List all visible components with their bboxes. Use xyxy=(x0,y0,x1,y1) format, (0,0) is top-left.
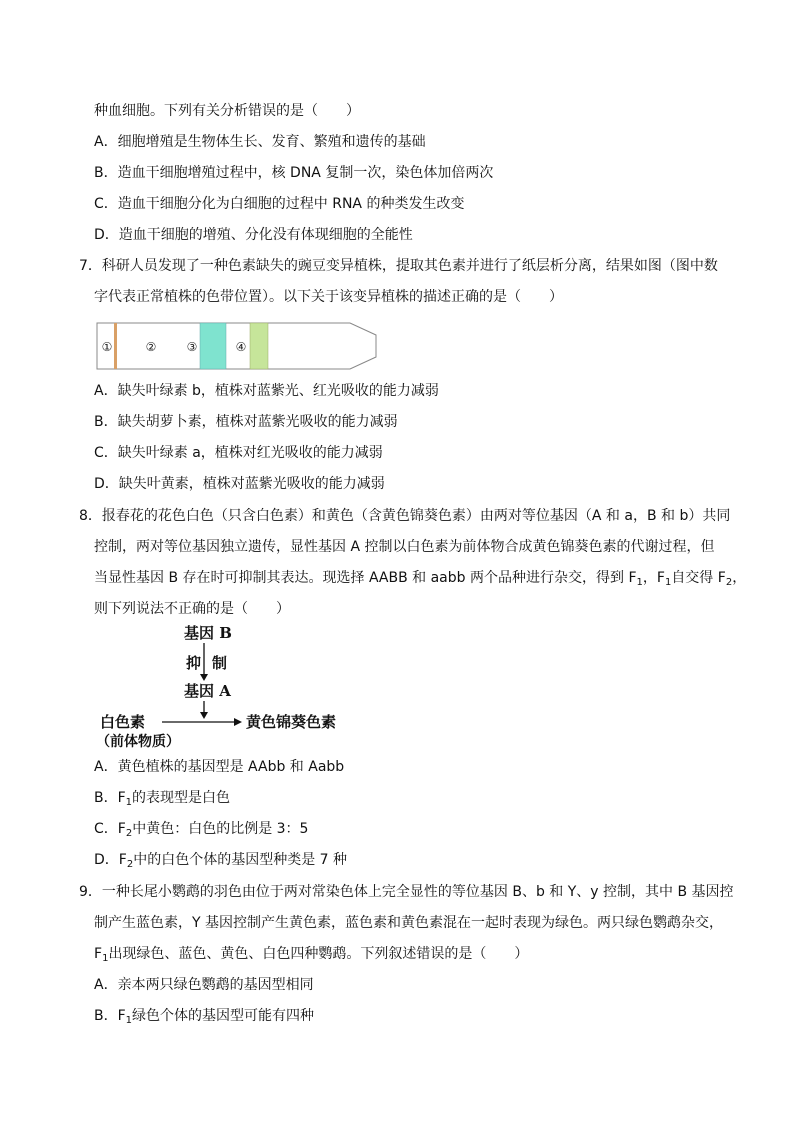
band-label-3: ③ xyxy=(186,340,198,354)
q6-option-c: C．造血干细胞分化为白细胞的过程中 RNA 的种类发生改变 xyxy=(94,196,465,212)
pathway-arrows xyxy=(96,622,356,750)
q9-stem-line1: 9．一种长尾小鹦鹉的羽色由位于两对常染色体上完全显性的等位基因 B、b 和 Y、y 控制，其中 B 基因控 xyxy=(79,884,734,900)
band-label-4: ④ xyxy=(235,340,247,354)
q6-option-d: D．造血干细胞的增殖、分化没有体现细胞的全能性 xyxy=(94,227,413,243)
metabolic-pathway-diagram xyxy=(96,622,356,750)
q9-option-b: B．$F_1$绿色个体的基因型可能有四种 xyxy=(94,1008,315,1026)
q6-option-a: A．细胞增殖是生物体生长、发育、繁殖和遗传的基础 xyxy=(94,134,426,150)
precursor-note: （前体物质） xyxy=(96,734,180,750)
chromatography-strip xyxy=(96,322,378,370)
q9-stem-line3: $F_1$出现绿色、蓝色、黄色、白色四种鹦鹉。下列叙述错误的是（ ） xyxy=(94,946,529,964)
white-pigment-label: 白色素 xyxy=(100,713,146,731)
q8-stem-line2: 控制，两对等位基因独立遗传，显性基因 A 控制以白色素为前体物合成黄色锦葵色素的代谢过程，但 xyxy=(94,539,715,555)
band-label-2: ② xyxy=(145,340,157,354)
inhibition-arrow-head xyxy=(200,674,208,681)
q8-option-d: D．$F_2$中的白色个体的基因型种类是 7 种 xyxy=(94,852,348,870)
reaction-arrow-head xyxy=(234,718,242,726)
q7-option-d: D．缺失叶黄素，植株对蓝紫光吸收的能力减弱 xyxy=(94,476,385,492)
q8-option-a: A．黄色植株的基因型是 AAbb 和 Aabb xyxy=(94,759,345,775)
q7-option-a: A．缺失叶绿素 b，植株对蓝紫光、红光吸收的能力减弱 xyxy=(94,383,439,399)
q7-stem-line1: 7．科研人员发现了一种色素缺失的豌豆变异植株，提取其色素并进行了纸层析分离，结果如图（图中数 xyxy=(79,258,718,274)
inhibit-label-2: 制 xyxy=(212,654,228,672)
q7-stem-line2: 字代表正常植株的色带位置）。以下关于该变异植株的描述正确的是（ ） xyxy=(94,289,563,305)
pigment-band-4 xyxy=(250,323,268,369)
q6-stem-tail: 种血细胞。下列有关分析错误的是（ ） xyxy=(94,103,360,119)
q8-option-c: C．$F_2$中黄色：白色的比例是 3：5 xyxy=(94,821,309,839)
q8-stem-line4: 则下列说法不正确的是（ ） xyxy=(94,601,290,617)
q8-option-b: B．$F_1$的表现型是白色 xyxy=(94,790,231,808)
band-label-1: ① xyxy=(101,340,113,354)
q6-option-b: B．造血干细胞增殖过程中，核 DNA 复制一次，染色体加倍两次 xyxy=(94,165,494,181)
gene-b-label: 基因 B xyxy=(184,624,232,642)
gene-a-label: 基因 A xyxy=(184,682,231,700)
q7-option-b: B．缺失胡萝卜素，植株对蓝紫光吸收的能力减弱 xyxy=(94,414,398,430)
q9-option-a: A．亲本两只绿色鹦鹉的基因型相同 xyxy=(94,977,314,993)
pigment-band-1 xyxy=(114,323,117,369)
catalysis-arrow-head xyxy=(200,712,208,719)
q8-stem-line1: 8．报春花的花色白色（只含白色素）和黄色（含黄色锦葵色素）由两对等位基因（A 和 a，B 和 b）共同 xyxy=(79,508,731,524)
q8-stem-line3: 当显性基因 B 存在时可抑制其表达。现选择 AABB 和 aabb 两个品种进行杂交，得到 $F_1$，$F_1$自交得 $F_2$， xyxy=(94,570,747,588)
inhibit-label-1: 抑 xyxy=(186,654,202,672)
yellow-pigment-label: 黄色锦葵色素 xyxy=(246,713,337,731)
pigment-band-3 xyxy=(200,323,226,369)
q7-option-c: C．缺失叶绿素 a，植株对红光吸收的能力减弱 xyxy=(94,445,383,461)
q9-stem-line2: 制产生蓝色素，Y 基因控制产生黄色素，蓝色素和黄色素混在一起时表现为绿色。两只绿色鹦鹉杂交， xyxy=(94,915,723,931)
